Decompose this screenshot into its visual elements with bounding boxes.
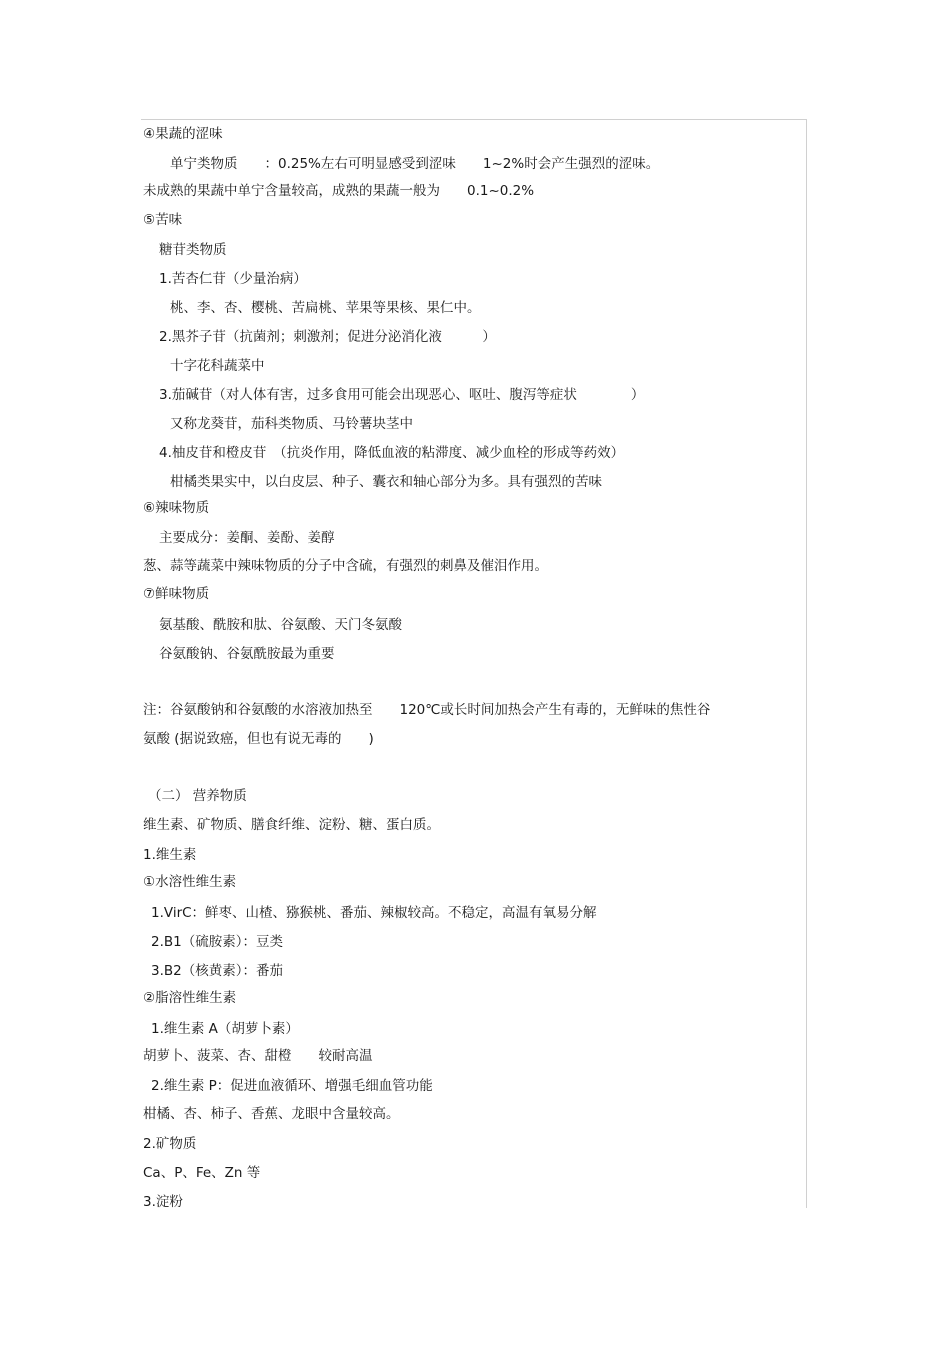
- heading-starch: 3.淀粉: [143, 1194, 183, 1210]
- item-vitamin-b2: 3.B2（核黄素）：番茄: [151, 963, 283, 979]
- heading-astringency: ④果蔬的涩味: [143, 126, 223, 142]
- text-solanine-source: 又称龙葵苷，茄科类物质、马铃薯块茎中: [170, 416, 413, 432]
- heading-bitterness: ⑤苦味: [143, 212, 183, 228]
- heading-pungency: ⑥辣味物质: [143, 500, 210, 516]
- text-naringin-source: 柑橘类果实中，以白皮层、种子、囊衣和轴心部分为多。具有强烈的苦味: [170, 474, 602, 490]
- text-vitamin-p-source: 柑橘、杏、柿子、香蕉、龙眼中含量较高。: [143, 1106, 400, 1122]
- heading-fat-soluble: ②脂溶性维生素: [143, 990, 237, 1006]
- item-amygdalin: 1.苦杏仁苷（少量治病）: [159, 271, 307, 287]
- text-vitamin-a-source: 胡萝卜、菠菜、杏、甜橙 较耐高温: [143, 1048, 373, 1064]
- text-tannin: 单宁类物质 ：0.25%左右可明显感受到涩味 1~2%时会产生强烈的涩味。: [170, 156, 660, 172]
- item-vitamin-a: 1.维生素 A（胡萝卜素）: [151, 1021, 299, 1037]
- text-pungency-sulfur: 葱、蒜等蔬菜中辣味物质的分子中含硫，有强烈的刺鼻及催泪作用。: [143, 558, 548, 574]
- text-nutrient-list: 维生素、矿物质、膳食纤维、淀粉、糖、蛋白质。: [143, 817, 440, 833]
- item-solanine: 3.茄碱苷（对人体有害，过多食用可能会出现恶心、呕吐、腹泻等症状 ）: [159, 387, 645, 403]
- item-vitamin-p: 2.维生素 P：促进血液循环、增强毛细血管功能: [151, 1078, 433, 1094]
- note-line-1: 注：谷氨酸钠和谷氨酸的水溶液加热至 120℃或长时间加热会产生有毒的，无鲜味的焦性谷: [143, 702, 711, 718]
- text-tannin-content: 未成熟的果蔬中单宁含量较高，成熟的果蔬一般为 0.1~0.2%: [143, 183, 535, 199]
- heading-water-soluble: ①水溶性维生素: [143, 874, 237, 890]
- text-pungency-components: 主要成分：姜酮、姜酚、姜醇: [159, 530, 335, 546]
- text-amygdalin-source: 桃、李、杏、樱桃、苦扁桃、苹果等果核、果仁中。: [170, 300, 481, 316]
- item-sinigrin: 2.黑芥子苷（抗菌剂；刺激剂；促进分泌消化液 ）: [159, 329, 496, 345]
- heading-minerals: 2.矿物质: [143, 1136, 197, 1152]
- text-glycosides: 糖苷类物质: [159, 242, 227, 258]
- text-amino-acids: 氨基酸、酰胺和肽、谷氨酸、天门冬氨酸: [159, 617, 402, 633]
- text-sinigrin-source: 十字花科蔬菜中: [170, 358, 265, 374]
- note-line-2: 氨酸 (据说致癌，但也有说无毒的 ): [143, 731, 374, 747]
- page-frame-top-border: [141, 119, 807, 120]
- heading-umami: ⑦鲜味物质: [143, 586, 210, 602]
- text-msg: 谷氨酸钠、谷氨酰胺最为重要: [159, 646, 335, 662]
- heading-nutrients: （二） 营养物质: [148, 788, 247, 804]
- page-frame-right-border: [806, 119, 807, 1208]
- text-mineral-list: Ca、P、Fe、Zn 等: [143, 1165, 261, 1181]
- item-vitamin-b1: 2.B1（硫胺素）：豆类: [151, 934, 283, 950]
- item-vitamin-c: 1.VirC：鲜枣、山楂、猕猴桃、番茄、辣椒较高。不稳定，高温有氧易分解: [151, 905, 597, 921]
- heading-vitamins: 1.维生素: [143, 847, 197, 863]
- item-naringin: 4.柚皮苷和橙皮苷 （抗炎作用，降低血液的粘滞度、减少血栓的形成等药效）: [159, 445, 625, 461]
